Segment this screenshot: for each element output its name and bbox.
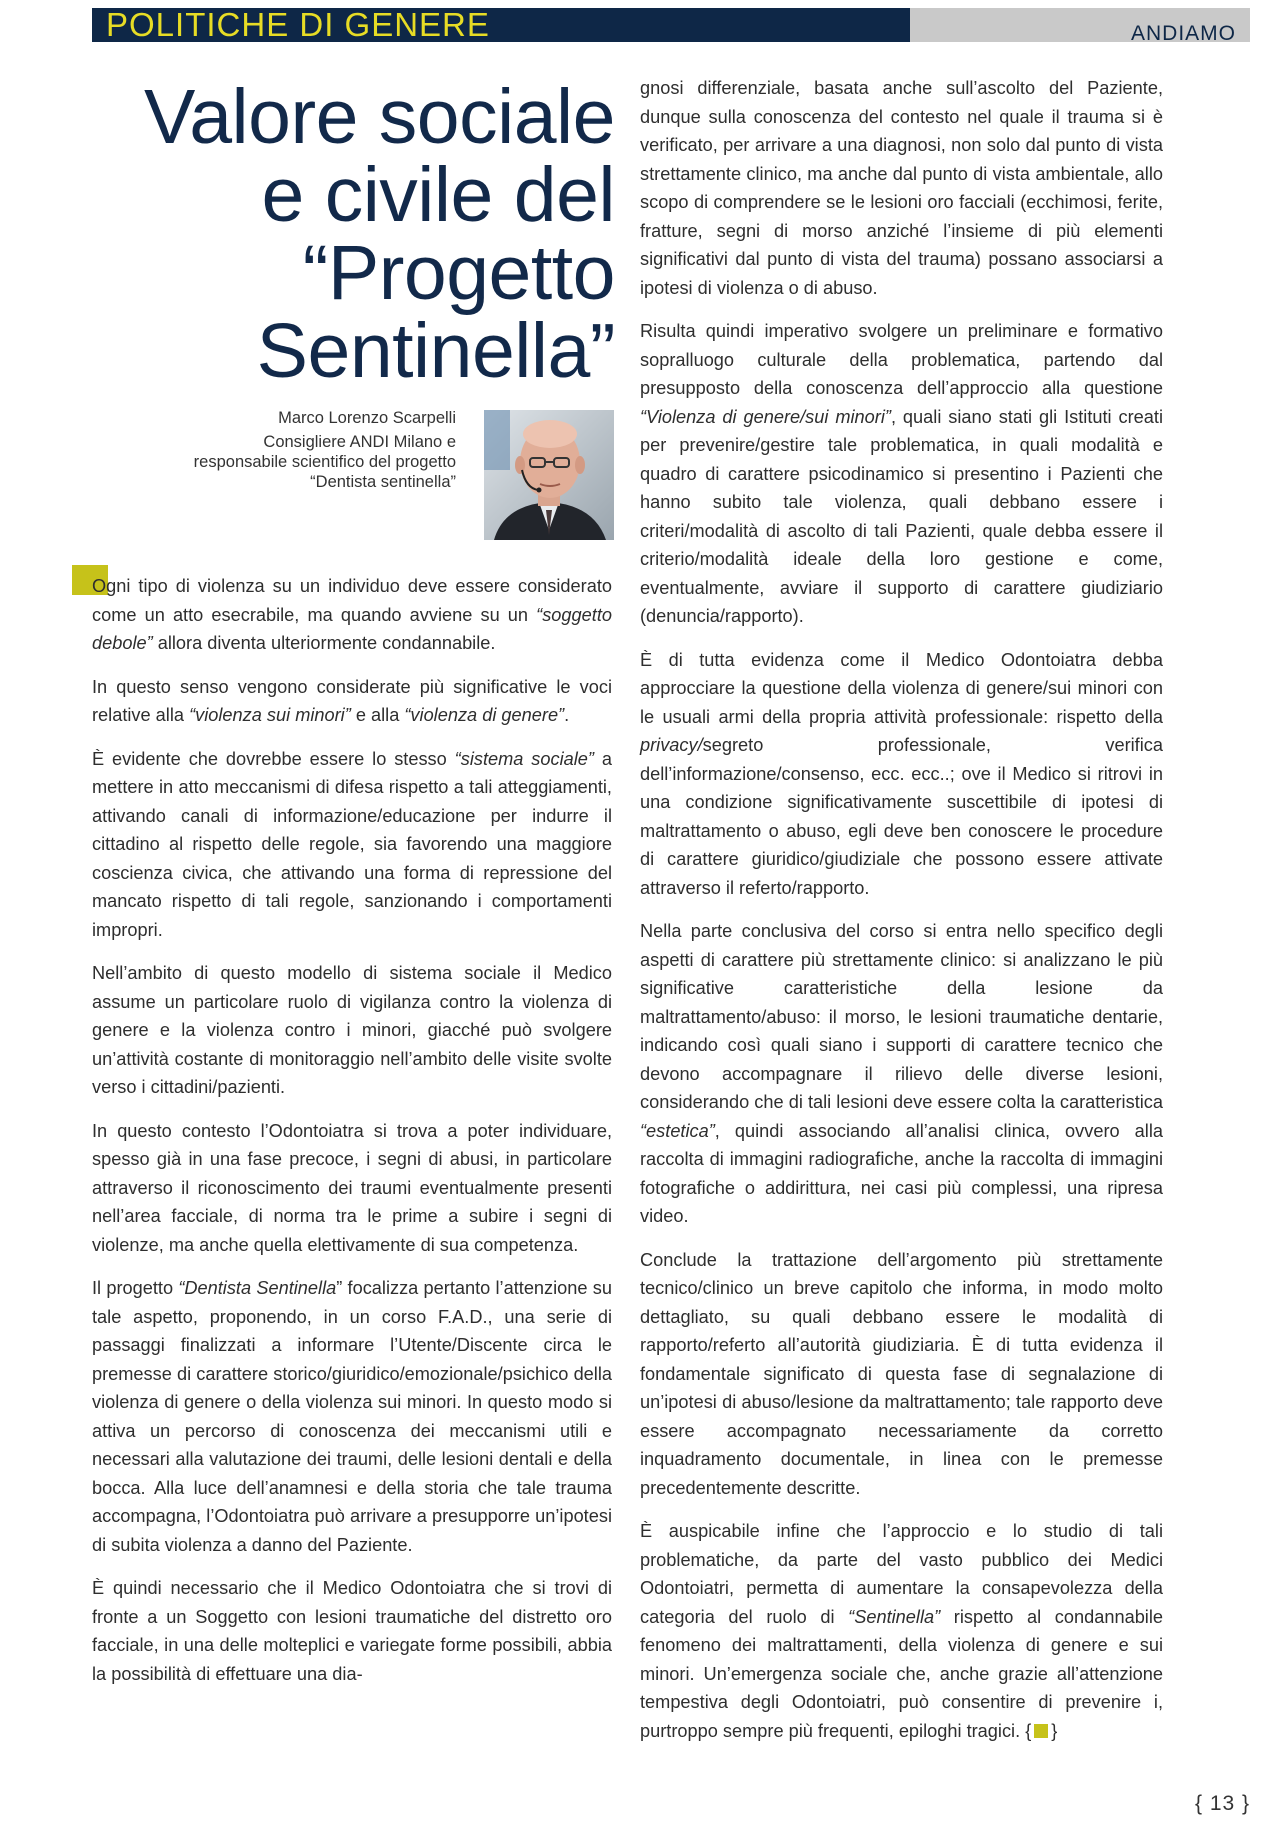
page-number: { 13 }	[1195, 1792, 1251, 1815]
left-column	[92, 572, 612, 1703]
paragraph: Risulta quindi imperativo svolgere un preliminare e formativo sopralluogo culturale della problematica, partendo dal presupposto della conoscenza dell’approccio alla questione “Violenza di genere/sui minori”, quali siano stati gli Istituti creati per prevenire/gestire tale problematica, in quali modalità e quadro di carattere psicodinamico si presentino i Pazienti che hanno subito tale violenza, quali debbano essere i criteri/modalità di ascolto di tali Pazienti, quale debba essere il criterio/modalità ideale della loro gestione e come, eventualmente, avviare il supporto di carattere giudiziario (denuncia/rapporto).	[640, 321, 1163, 626]
end-mark: { }	[1025, 1720, 1058, 1741]
paragraph: Nell’ambito di questo modello di sistema sociale il Medico assume un particolare ruolo di vigilanza contro la violenza di genere e la violenza contro i minori, giacché può svolgere un’attività costante di monitoraggio nell’ambito delle visite svolte verso i cittadini/pazienti.	[92, 963, 612, 1097]
title-line: Sentinella”	[256, 308, 615, 394]
author-role: Consigliere ANDI Milano e	[263, 433, 456, 451]
section-title: POLITICHE DI GENERE	[106, 6, 490, 43]
end-square-icon	[1034, 1724, 1048, 1738]
author-portrait-image	[484, 410, 614, 540]
paragraph: È evidente che dovrebbe essere lo stesso “sistema sociale” a mettere in atto meccanismi di difesa rispetto a tali atteggiamenti, attivando canali di informazione/educazione per indurre il cittadino al rispetto delle regole, sia favorendo una maggiore coscienza civica, che attivando una forma di repressione del mancato rispetto di tali regole, sanzionando i comportamenti impropri.	[92, 748, 612, 940]
paragraph: È di tutta evidenza come il Medico Odontoiatra debba approcciare la questione della violenza di genere/sui minori con le usuali armi della propria attività professionale: rispetto della privacy/segreto professionale, verifica dell’informazione/consenso, ecc. ecc..; ove il Medico si ritrovi in una condizione significativamente suscettibile di ipotesi di maltrattamento o abuso, egli deve ben conoscere le procedure di carattere giuridico/giudiziale che possono essere attivate attraverso il referto/rapporto.	[640, 649, 1163, 898]
magazine-name: ANDIAMO	[1130, 22, 1236, 45]
author-name: Marco Lorenzo Scarpelli	[278, 409, 456, 427]
paragraph: Nella parte conclusiva del corso si entra nello specifico degli aspetti di carattere più strettamente clinico: si analizzano le più significative caratteristiche della lesione da maltrattamento/abuso: il morso, le lesioni traumatiche dentarie, indicando così quali siano i supporti di carattere tecnico che devono accompagnare il rilievo delle diverse lesioni, considerando che di tali lesioni deve essere colta la caratteristica “estetica”, quindi associando all’analisi clinica, ovvero alla raccolta di immagini radiografiche, anche la raccolta di immagini fotografiche o addirittura, nei casi più complessi, una ripresa video.	[640, 921, 1163, 1226]
paragraph: In questo senso vengono considerate più significative le voci relative alla “violenza sui minori” e alla “violenza di genere”.	[92, 676, 612, 725]
magazine-header-bar	[910, 8, 1250, 45]
right-column	[640, 74, 1163, 1760]
section-header-bar	[92, 8, 910, 42]
paragraph: gnosi differenziale, basata anche sull’ascolto del Paziente, dunque sulla conoscenza del contesto nel quale il trauma si è verificato, per arrivare a una diagnosi, non solo dal punto di vista strettamente clinico, ma anche dal punto di vista ambientale, allo scopo di comprendere se le lesioni oro facciali (ecchimosi, ferite, fratture, segni di morso anziché l’insieme di più elementi significativi dal punto di vista del trauma) possano associarsi a ipotesi di violenza o di abuso.	[640, 78, 1163, 298]
article-title	[20, 74, 615, 394]
paragraph: Ogni tipo di violenza su un individuo deve essere considerato come un atto esecrabile, ma quando avviene su un “soggetto debole” allora diventa ulteriormente condannabile.	[92, 576, 612, 653]
author-role: “Dentista sentinella”	[310, 473, 456, 491]
author-block	[140, 408, 456, 492]
author-role: responsabile scientifico del progetto	[193, 453, 456, 471]
title-line: “Progetto	[302, 230, 615, 316]
paragraph: Conclude la trattazione dell’argomento più strettamente tecnico/clinico un breve capitolo che informa, in modo molto dettagliato, su quali debbano essere le modalità di rapporto/referto all’autorità giudiziaria. È di tutta evidenza il fondamentale significato di questa fase di segnalazione di un’ipotesi di abuso/lesione da maltrattamento; tale rapporto deve essere accompagnato necessariamente da corretto inquadramento documentale, in linea con le premesse precedentemente descritte.	[640, 1249, 1163, 1498]
title-line: e civile del	[261, 152, 615, 238]
title-line: Valore sociale	[144, 74, 615, 160]
paragraph: È quindi necessario che il Medico Odontoiatra che si trovi di fronte a un Soggetto con lesioni traumatiche del distretto oro facciale, in una delle molteplici e variegate forme possibili, abbia la possibilità di effettuare una dia-	[92, 1578, 612, 1684]
paragraph: Il progetto “Dentista Sentinella” focalizza pertanto l’attenzione su tale aspetto, proponendo, in un corso F.A.D., una serie di passaggi finalizzati a informare l’Utente/Discente circa le premesse di carattere storico/giuridico/emozionale/psichico della violenza di genere o della violenza sui minori. In questo modo si attiva un percorso di conoscenza dei meccanismi utili e necessari alla valutazione dei traumi, delle lesioni dentali e della bocca. Alla luce dell’anamnesi e della storia che tale trauma accompagna, l’Odontoiatra può arrivare a presupporre un’ipotesi di subita violenza a danno del Paziente.	[92, 1278, 612, 1555]
paragraph: È auspicabile infine che l’approccio e lo studio di tali problematiche, da parte del vasto pubblico dei Medici Odontoiatri, permetta di aumentare la consapevolezza della categoria del ruolo di “Sentinella” rispetto al condannabile fenomeno dei maltrattamenti, della violenza di genere e sui minori. Un’emergenza sociale che, anche grazie all’attenzione tempestiva degli Odontoiatri, può consentire di prevenire i, purtroppo sempre più frequenti, epiloghi tragici. { }	[640, 1521, 1164, 1741]
author-photo	[484, 410, 614, 540]
paragraph: In questo contesto l’Odontoiatra si trova a poter individuare, spesso già in una fase precoce, i segni di abusi, in particolare attraverso il riconoscimento dei traumi eventualmente presenti nell’area facciale, di norma tra le prime a subire i segni di violenze, ma anche quella elettivamente di sua competenza.	[92, 1120, 612, 1255]
